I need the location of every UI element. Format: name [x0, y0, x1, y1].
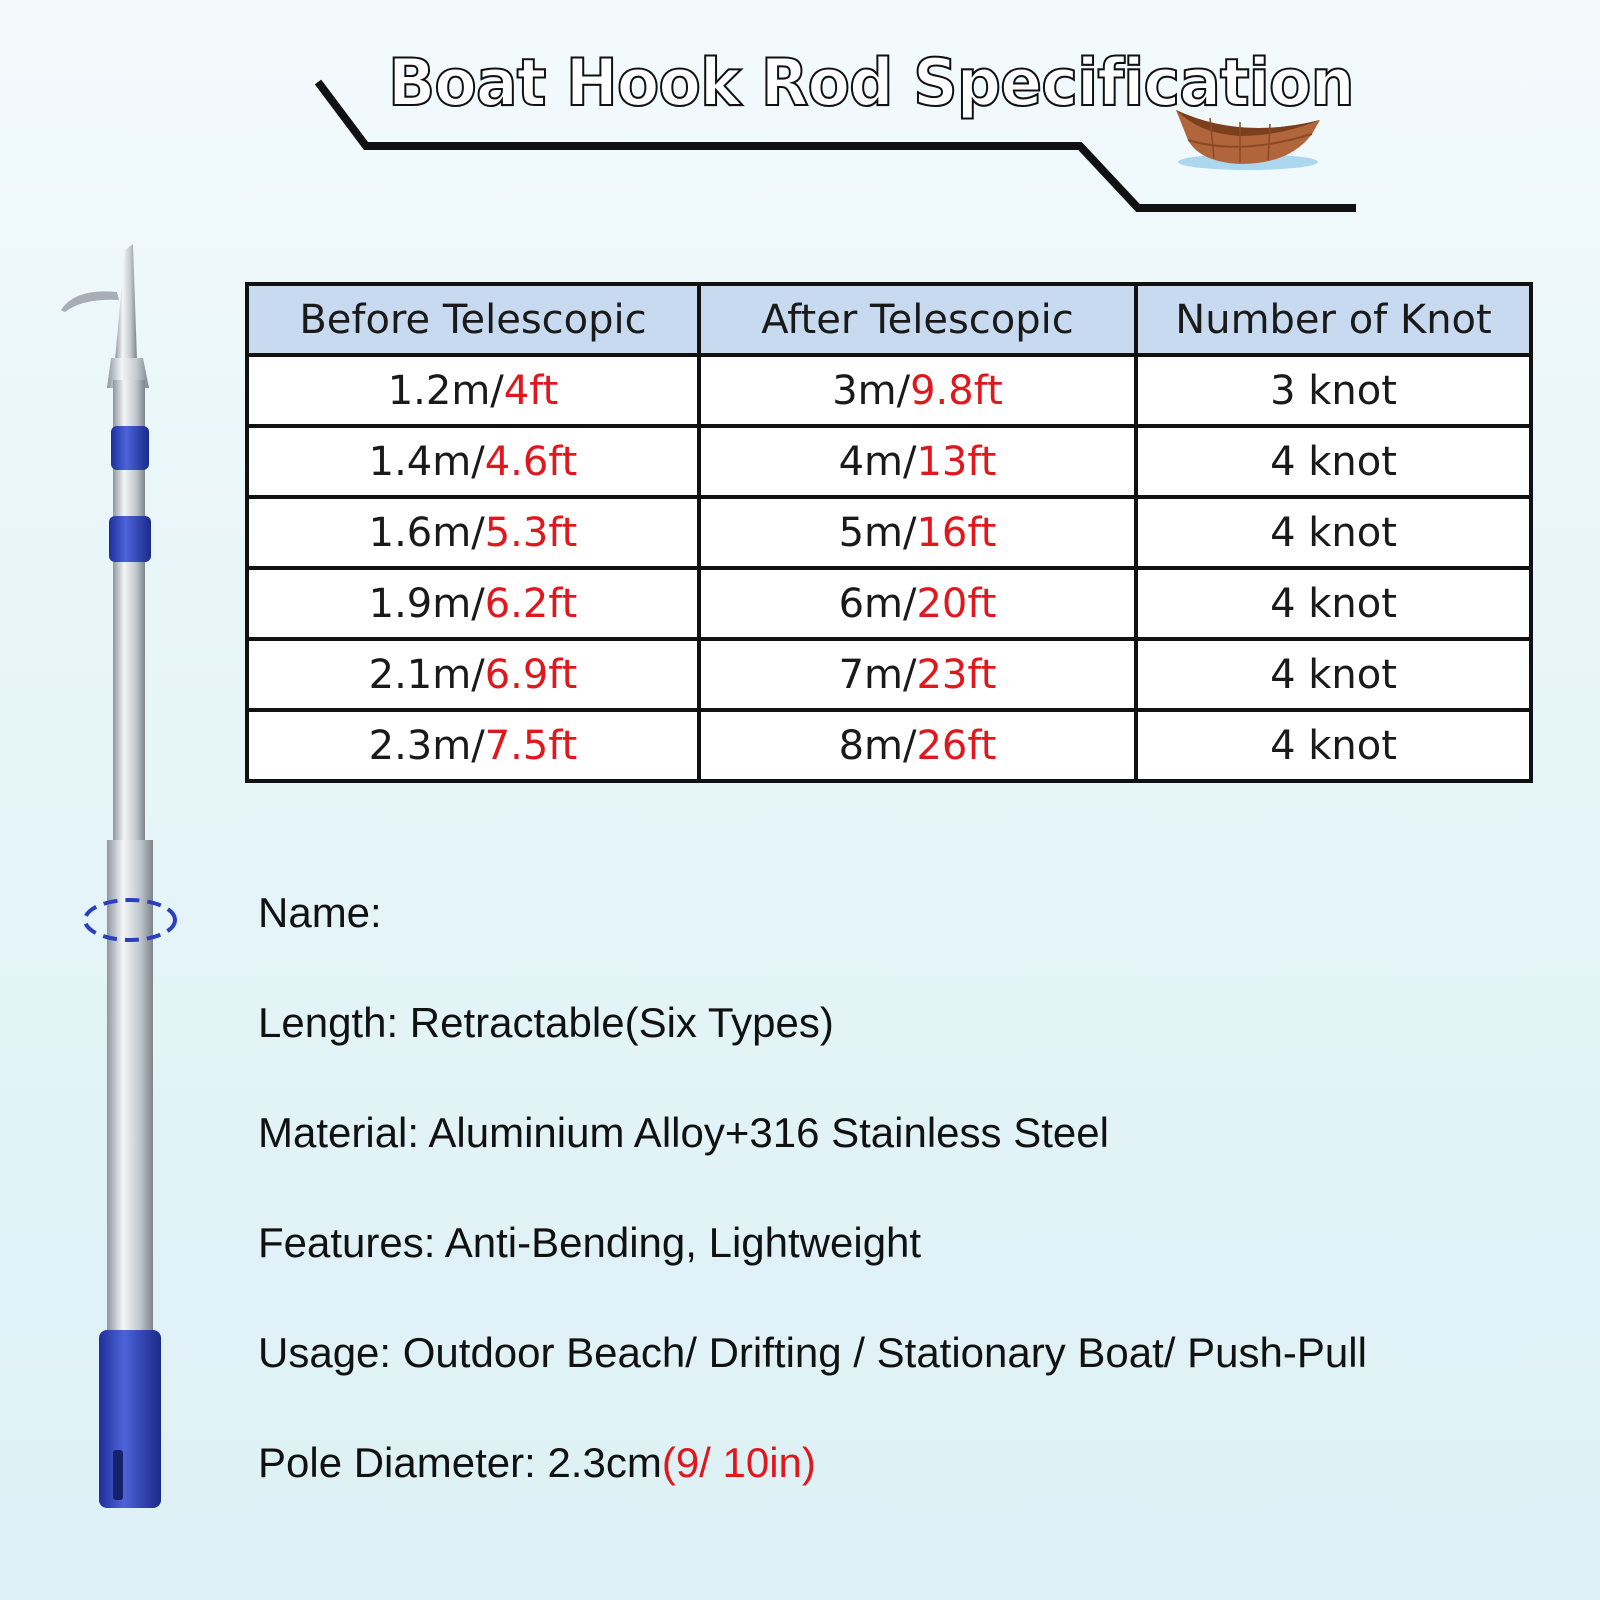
before-cell: 1.6m/5.3ft	[247, 497, 699, 568]
table-row	[247, 355, 1531, 426]
after-cell: 3m/9.8ft	[699, 355, 1136, 426]
before-cell: 2.3m/7.5ft	[247, 710, 699, 781]
header-before-telescopic: Before Telescopic	[247, 284, 699, 355]
before-cell: 2.1m/6.9ft	[247, 639, 699, 710]
after-cell: 4m/13ft	[699, 426, 1136, 497]
knots-cell: 4 knot	[1136, 568, 1531, 639]
header-number-of-knot: Number of Knot	[1136, 284, 1531, 355]
after-cell: 7m/23ft	[699, 639, 1136, 710]
boat-icon	[1170, 100, 1330, 180]
spec-pole-diameter-inches: (9/ 10in)	[661, 1439, 816, 1486]
knots-cell: 4 knot	[1136, 639, 1531, 710]
spec-features: Features: Anti-Bending, Lightweight	[258, 1219, 922, 1266]
spec-usage: Usage: Outdoor Beach/ Drifting / Stationary Boat/ Push-Pull	[258, 1329, 1367, 1376]
knots-cell: 4 knot	[1136, 426, 1531, 497]
table-row	[247, 426, 1531, 497]
spec-list	[258, 888, 1367, 1548]
knots-cell: 3 knot	[1136, 355, 1531, 426]
before-cell: 1.2m/4ft	[247, 355, 699, 426]
after-cell: 6m/20ft	[699, 568, 1136, 639]
table-row	[247, 639, 1531, 710]
spec-name: Name:	[258, 889, 382, 936]
spec-material: Material: Aluminium Alloy+316 Stainless Steel	[258, 1109, 1109, 1156]
page-title: Boat Hook Rod Specification	[388, 44, 1354, 121]
boat-hook-pole-illustration	[55, 240, 195, 1520]
spec-pole-diameter: Pole Diameter: 2.3cm(9/ 10in)	[258, 1439, 816, 1486]
header-after-telescopic: After Telescopic	[699, 284, 1136, 355]
after-cell: 8m/26ft	[699, 710, 1136, 781]
table-row	[247, 568, 1531, 639]
before-cell: 1.4m/4.6ft	[247, 426, 699, 497]
table-row	[247, 710, 1531, 781]
before-cell: 1.9m/6.2ft	[247, 568, 699, 639]
table-row	[247, 497, 1531, 568]
spec-table	[245, 282, 1533, 783]
knots-cell: 4 knot	[1136, 497, 1531, 568]
table-header-row	[247, 284, 1531, 355]
spec-length: Length: Retractable(Six Types)	[258, 999, 834, 1046]
after-cell: 5m/16ft	[699, 497, 1136, 568]
knots-cell: 4 knot	[1136, 710, 1531, 781]
